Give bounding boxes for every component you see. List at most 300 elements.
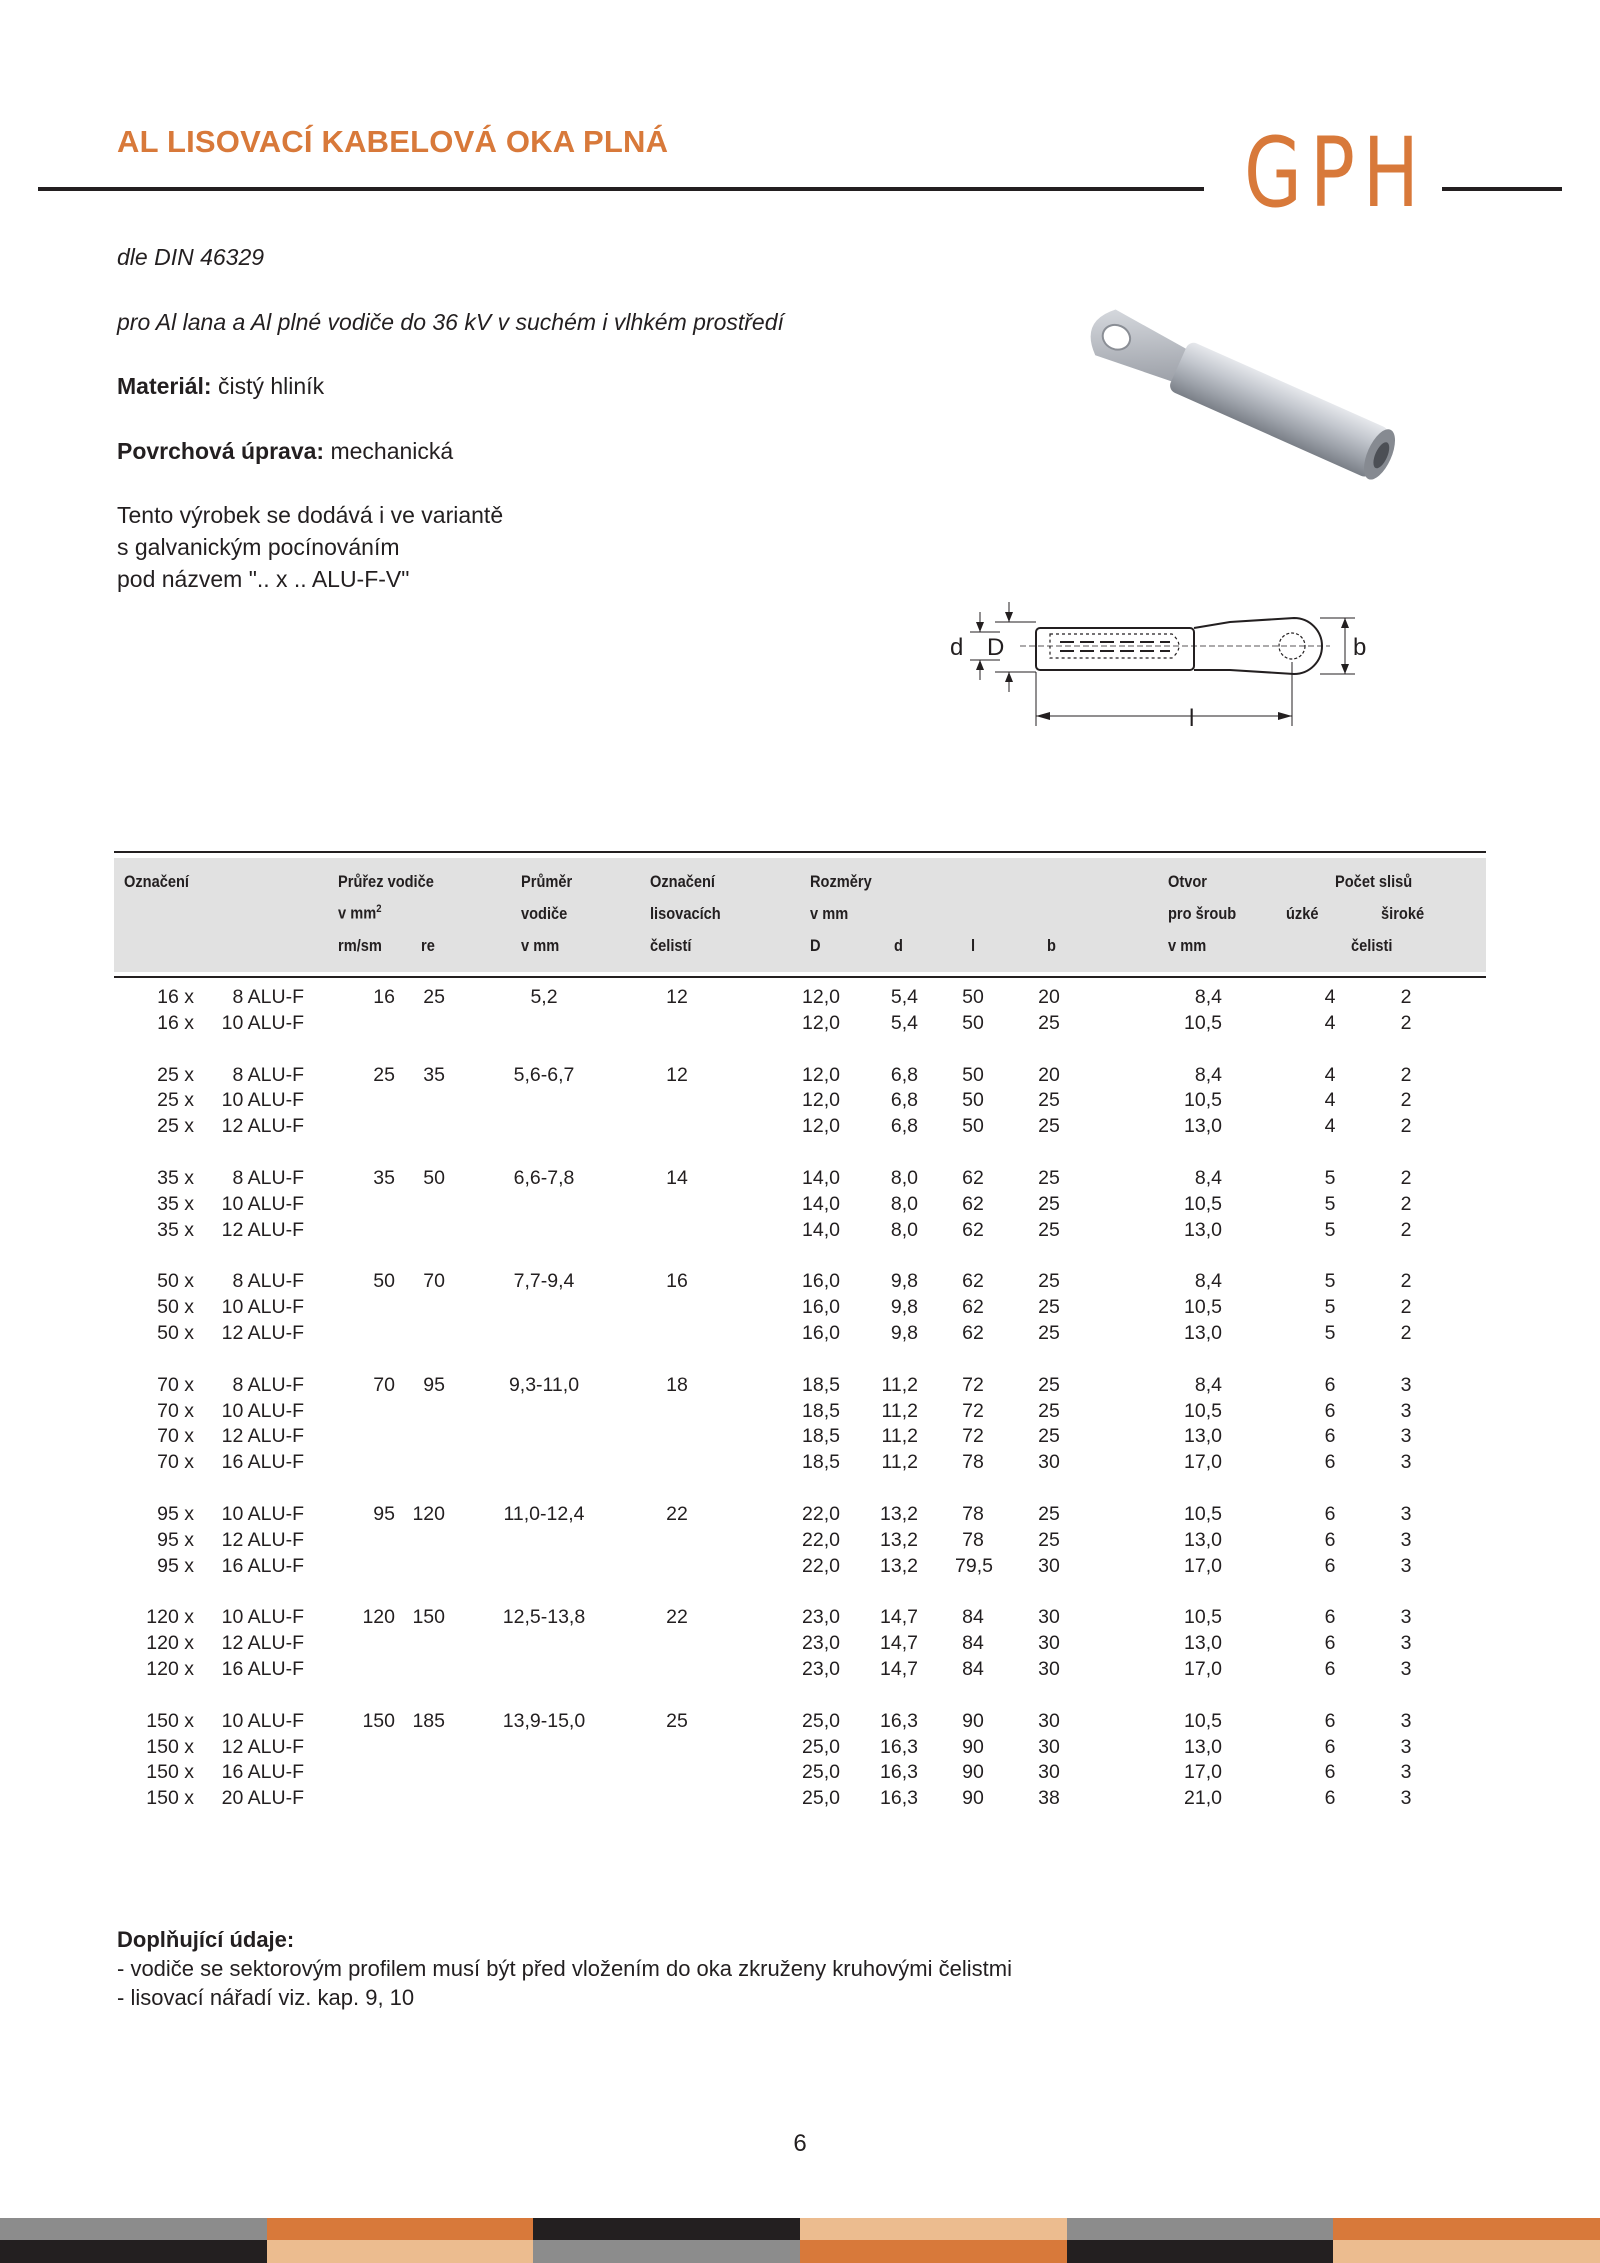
cell-l: 90 — [962, 1787, 984, 1810]
th-otvor-1: Otvor — [1168, 872, 1207, 891]
cell-bb: 20 — [1038, 986, 1060, 1008]
cell-a: 16 x — [157, 986, 194, 1008]
cell-l: 50 — [962, 986, 984, 1008]
cell-a: 95 x — [157, 1528, 194, 1551]
cell-d: 6,8 — [890, 1089, 918, 1112]
cell-D: 22,0 — [802, 1554, 840, 1577]
cell-bb: 25 — [1038, 1089, 1060, 1112]
th-oznaceni: Označení — [124, 872, 190, 891]
cell-otvor: 8,4 — [1194, 1373, 1222, 1396]
table-group — [0, 1063, 1600, 1140]
cell-otvor: 8,4 — [1194, 986, 1222, 1008]
cell-b: 10 ALU-F — [221, 1709, 304, 1732]
stripe-black — [1067, 2240, 1334, 2263]
th-lis-1: Označení — [650, 872, 716, 891]
cell-siroke: 2 — [1400, 1321, 1412, 1344]
cell-siroke: 2 — [1400, 1270, 1412, 1293]
cell-D: 25,0 — [802, 1709, 840, 1732]
stripe-row-bottom — [0, 2240, 1600, 2263]
cell-D: 25,0 — [802, 1787, 840, 1810]
th-D: D — [810, 936, 821, 955]
th-rozmery-2: v mm — [810, 904, 849, 923]
cell-siroke: 3 — [1400, 1787, 1412, 1810]
cell-siroke: 3 — [1400, 1761, 1412, 1784]
cell-uzke: 6 — [1324, 1761, 1336, 1784]
th-prumer-1: Průměr — [521, 872, 573, 891]
cell-b: 10 ALU-F — [221, 1089, 304, 1112]
cell-siroke: 2 — [1400, 1063, 1412, 1086]
cell-uzke: 6 — [1324, 1528, 1336, 1551]
table-row — [0, 1114, 1600, 1140]
cell-otvor: 13,0 — [1184, 1425, 1222, 1448]
diagram-label-D: D — [987, 634, 1005, 661]
cell-D: 22,0 — [802, 1502, 840, 1525]
th-pocet-1: Počet slisů — [1335, 872, 1413, 891]
cell-l: 50 — [962, 1089, 984, 1112]
cell-bb: 25 — [1038, 1502, 1060, 1525]
cell-l: 62 — [962, 1192, 984, 1215]
cell-uzke: 4 — [1324, 986, 1336, 1008]
table-row — [0, 1399, 1600, 1425]
cell-re: 95 — [423, 1373, 445, 1396]
cell-otvor: 8,4 — [1194, 1063, 1222, 1086]
cell-l: 90 — [962, 1761, 984, 1784]
variant-line-3: pod názvem ".. x .. ALU-F-V" — [117, 566, 410, 592]
cell-siroke: 3 — [1400, 1502, 1412, 1525]
cell-bb: 25 — [1038, 1373, 1060, 1396]
usage-text: pro Al lana a Al plné vodiče do 36 kV v suchém i vlhkém prostředí — [117, 309, 784, 335]
cell-D: 14,0 — [802, 1166, 840, 1189]
cell-a: 95 x — [157, 1502, 194, 1525]
cell-b: 20 ALU-F — [221, 1787, 304, 1810]
table-group — [0, 1373, 1600, 1476]
cell-bb: 25 — [1038, 1115, 1060, 1138]
header-rule-right — [1442, 187, 1562, 191]
cell-rmsm: 16 — [373, 986, 395, 1008]
cell-uzke: 6 — [1324, 1425, 1336, 1448]
cell-l: 84 — [962, 1632, 984, 1655]
stripe-orange — [800, 2240, 1067, 2263]
cell-d: 6,8 — [890, 1063, 918, 1086]
cell-prumer: 5,6-6,7 — [513, 1063, 575, 1086]
cell-prumer: 12,5-13,8 — [502, 1606, 586, 1629]
notes — [117, 1925, 1012, 2012]
cell-siroke: 2 — [1400, 1166, 1412, 1189]
cell-otvor: 13,0 — [1184, 1528, 1222, 1551]
cell-uzke: 5 — [1324, 1218, 1336, 1241]
table-header — [114, 858, 1486, 972]
cell-a: 120 x — [146, 1632, 194, 1655]
cell-b: 16 ALU-F — [221, 1761, 304, 1784]
cell-b: 8 ALU-F — [232, 1063, 304, 1086]
cell-otvor: 10,5 — [1184, 1399, 1222, 1422]
cell-a: 25 x — [157, 1089, 194, 1112]
table-row — [0, 1424, 1600, 1450]
cell-l: 50 — [962, 1063, 984, 1086]
cell-bb: 25 — [1038, 1166, 1060, 1189]
cell-siroke: 2 — [1400, 1296, 1412, 1319]
surface-label: Povrchová úprava: — [117, 438, 325, 464]
th-prurez-1: Průřez vodiče — [338, 872, 434, 891]
cell-b: 8 ALU-F — [232, 1373, 304, 1396]
table-row — [0, 1269, 1600, 1295]
table-group — [0, 1709, 1600, 1812]
variant-text — [117, 499, 503, 595]
cell-prumer: 6,6-7,8 — [513, 1166, 575, 1189]
cell-D: 12,0 — [802, 1089, 840, 1112]
cell-bb: 30 — [1038, 1606, 1060, 1629]
cell-a: 95 x — [157, 1554, 194, 1577]
cell-bb: 25 — [1038, 1192, 1060, 1215]
page-title: AL LISOVACÍ KABELOVÁ OKA PLNÁ — [117, 124, 669, 159]
cell-lis: 18 — [666, 1373, 688, 1396]
table-row — [0, 1373, 1600, 1399]
table-group — [0, 985, 1600, 1037]
table-row — [0, 1295, 1600, 1321]
cell-siroke: 2 — [1400, 986, 1412, 1008]
cell-otvor: 10,5 — [1184, 1502, 1222, 1525]
table-row — [0, 1657, 1600, 1683]
cell-bb: 20 — [1038, 1063, 1060, 1086]
cell-d: 8,0 — [890, 1218, 918, 1241]
cell-b: 12 ALU-F — [221, 1632, 304, 1655]
cell-d: 5,4 — [890, 986, 918, 1008]
cell-b: 12 ALU-F — [221, 1735, 304, 1758]
cell-uzke: 6 — [1324, 1502, 1336, 1525]
page-number: 6 — [793, 2130, 807, 2157]
cell-siroke: 2 — [1400, 1011, 1412, 1034]
cell-lis: 22 — [666, 1502, 688, 1525]
cell-bb: 25 — [1038, 1321, 1060, 1344]
cell-bb: 25 — [1038, 1296, 1060, 1319]
cell-otvor: 8,4 — [1194, 1270, 1222, 1293]
cell-D: 14,0 — [802, 1192, 840, 1215]
table-row — [0, 1218, 1600, 1244]
cell-l: 62 — [962, 1218, 984, 1241]
cell-d: 16,3 — [880, 1709, 918, 1732]
cell-lis: 14 — [666, 1166, 688, 1189]
cell-uzke: 6 — [1324, 1657, 1336, 1680]
cell-otvor: 13,0 — [1184, 1115, 1222, 1138]
cell-prumer: 13,9-15,0 — [502, 1709, 586, 1732]
cell-siroke: 2 — [1400, 1115, 1412, 1138]
cell-uzke: 4 — [1324, 1063, 1336, 1086]
cell-l: 62 — [962, 1321, 984, 1344]
cell-uzke: 5 — [1324, 1321, 1336, 1344]
cell-D: 18,5 — [802, 1399, 840, 1422]
th-prurez-sup: 2 — [376, 903, 382, 915]
cell-D: 23,0 — [802, 1606, 840, 1629]
cell-D: 14,0 — [802, 1218, 840, 1241]
cell-siroke: 3 — [1400, 1451, 1412, 1474]
cell-D: 25,0 — [802, 1735, 840, 1758]
cell-siroke: 3 — [1400, 1425, 1412, 1448]
cell-b: 12 ALU-F — [221, 1425, 304, 1448]
cell-a: 150 x — [146, 1709, 194, 1732]
stripe-black — [533, 2218, 800, 2240]
cell-d: 14,7 — [880, 1632, 918, 1655]
cell-d: 11,2 — [881, 1373, 918, 1396]
cell-D: 12,0 — [802, 1115, 840, 1138]
cell-a: 25 x — [157, 1063, 194, 1086]
cell-l: 90 — [962, 1735, 984, 1758]
cell-bb: 30 — [1038, 1735, 1060, 1758]
cell-re: 70 — [423, 1270, 445, 1293]
th-otvor-3: v mm — [1168, 936, 1207, 955]
cell-lis: 22 — [666, 1606, 688, 1629]
stripe-light-orange — [800, 2218, 1067, 2240]
material-label: Materiál: — [117, 373, 212, 399]
cell-bb: 25 — [1038, 1270, 1060, 1293]
cell-b: 12 ALU-F — [221, 1115, 304, 1138]
cell-otvor: 8,4 — [1194, 1166, 1222, 1189]
cell-siroke: 2 — [1400, 1089, 1412, 1112]
cell-re: 150 — [412, 1606, 445, 1629]
cell-a: 50 x — [157, 1270, 194, 1293]
cell-a: 70 x — [157, 1399, 194, 1422]
table-row — [0, 1760, 1600, 1786]
th-prumer-2: vodiče — [521, 904, 568, 923]
cell-b: 8 ALU-F — [232, 1166, 304, 1189]
cell-uzke: 6 — [1324, 1554, 1336, 1577]
table-group — [0, 1502, 1600, 1579]
cell-bb: 25 — [1038, 1011, 1060, 1034]
table-group — [0, 1269, 1600, 1346]
notes-line-2: - lisovací nářadí viz. kap. 9, 10 — [117, 1985, 415, 2010]
cell-otvor: 10,5 — [1184, 1709, 1222, 1732]
cell-d: 9,8 — [890, 1270, 918, 1293]
cell-d: 8,0 — [890, 1166, 918, 1189]
cell-d: 14,7 — [880, 1657, 918, 1680]
cell-D: 12,0 — [802, 986, 840, 1008]
cell-l: 62 — [962, 1270, 984, 1293]
cell-otvor: 17,0 — [1184, 1657, 1222, 1680]
cell-re: 185 — [412, 1709, 445, 1732]
cell-rmsm: 25 — [373, 1063, 395, 1086]
variant-line-2: s galvanickým pocínováním — [117, 534, 400, 560]
th-celisti: čelisti — [1351, 936, 1393, 955]
cell-siroke: 3 — [1400, 1373, 1412, 1396]
cell-D: 18,5 — [802, 1425, 840, 1448]
cell-siroke: 3 — [1400, 1657, 1412, 1680]
header-rule-left — [38, 187, 1204, 191]
cell-b: 12 ALU-F — [221, 1321, 304, 1344]
cell-l: 62 — [962, 1166, 984, 1189]
cell-bb: 30 — [1038, 1451, 1060, 1474]
cell-prumer: 5,2 — [530, 986, 558, 1008]
cell-bb: 30 — [1038, 1761, 1060, 1784]
cell-l: 72 — [962, 1399, 984, 1422]
stripe-orange — [267, 2218, 534, 2240]
table-row — [0, 1528, 1600, 1554]
cell-siroke: 3 — [1400, 1709, 1412, 1732]
cell-uzke: 6 — [1324, 1735, 1336, 1758]
cell-uzke: 6 — [1324, 1373, 1336, 1396]
cell-re: 50 — [423, 1166, 445, 1189]
cell-lis: 25 — [666, 1709, 688, 1732]
cell-uzke: 5 — [1324, 1270, 1336, 1293]
cell-D: 16,0 — [802, 1296, 840, 1319]
cell-l: 78 — [962, 1451, 984, 1474]
cell-bb: 30 — [1038, 1657, 1060, 1680]
table-row — [0, 1088, 1600, 1114]
cell-lis: 16 — [666, 1270, 688, 1293]
table-row — [0, 1450, 1600, 1476]
cell-d: 16,3 — [880, 1787, 918, 1810]
th-prurez-2 — [338, 903, 381, 924]
cell-otvor: 10,5 — [1184, 1089, 1222, 1112]
cell-d: 9,8 — [890, 1296, 918, 1319]
cell-siroke: 2 — [1400, 1192, 1412, 1215]
table-row — [0, 1321, 1600, 1347]
cell-lis: 12 — [666, 986, 688, 1008]
th-rmsm: rm/sm — [338, 936, 382, 955]
table-row — [0, 1605, 1600, 1631]
table-group — [0, 1605, 1600, 1682]
cell-uzke: 6 — [1324, 1709, 1336, 1732]
cell-prumer: 9,3-11,0 — [508, 1373, 580, 1396]
cell-prumer: 11,0-12,4 — [503, 1502, 585, 1525]
stripe-black — [0, 2240, 267, 2263]
table-row — [0, 1735, 1600, 1761]
stripe-row-top — [0, 2218, 1600, 2240]
cell-a: 70 x — [157, 1451, 194, 1474]
stripe-gray — [1067, 2218, 1334, 2240]
cell-rmsm: 35 — [373, 1166, 395, 1189]
cell-b: 10 ALU-F — [221, 1296, 304, 1319]
table-row — [0, 1011, 1600, 1037]
cell-siroke: 3 — [1400, 1554, 1412, 1577]
cell-siroke: 3 — [1400, 1735, 1412, 1758]
cell-a: 50 x — [157, 1296, 194, 1319]
cell-l: 50 — [962, 1011, 984, 1034]
cell-otvor: 10,5 — [1184, 1606, 1222, 1629]
cell-D: 18,5 — [802, 1373, 840, 1396]
table-body — [0, 985, 1600, 1838]
notes-line-1: - vodiče se sektorovým profilem musí být před vložením do oka zkruženy kruhovými čelistmi — [117, 1956, 1012, 1981]
cell-d: 11,2 — [881, 1425, 918, 1448]
cell-l: 62 — [962, 1296, 984, 1319]
notes-heading: Doplňující údaje: — [117, 1927, 295, 1952]
cell-d: 8,0 — [890, 1192, 918, 1215]
stripe-orange — [1333, 2218, 1600, 2240]
cell-bb: 30 — [1038, 1554, 1060, 1577]
th-uzke: úzké — [1286, 904, 1319, 923]
cell-d: 11,2 — [881, 1451, 918, 1474]
cell-l: 84 — [962, 1657, 984, 1680]
table-row — [0, 1554, 1600, 1580]
cell-rmsm: 120 — [362, 1606, 395, 1629]
cell-l: 84 — [962, 1606, 984, 1629]
cell-otvor: 10,5 — [1184, 1192, 1222, 1215]
stripe-gray — [0, 2218, 267, 2240]
standard-text: dle DIN 46329 — [117, 244, 265, 270]
cell-d: 14,7 — [880, 1606, 918, 1629]
cell-d: 16,3 — [880, 1761, 918, 1784]
cell-uzke: 4 — [1324, 1089, 1336, 1112]
material-value: čistý hliník — [217, 373, 325, 399]
cell-re: 35 — [423, 1063, 445, 1086]
surface-value: mechanická — [330, 438, 454, 464]
cell-D: 16,0 — [802, 1321, 840, 1344]
cell-bb: 30 — [1038, 1632, 1060, 1655]
table-row — [0, 1709, 1600, 1735]
cell-uzke: 6 — [1324, 1451, 1336, 1474]
stripe-light-orange — [267, 2240, 534, 2263]
cell-l: 78 — [962, 1502, 984, 1525]
th-re: re — [421, 936, 435, 955]
th-siroke: široké — [1381, 904, 1425, 923]
cell-D: 23,0 — [802, 1657, 840, 1680]
th-l: l — [971, 936, 976, 955]
cell-otvor: 10,5 — [1184, 1296, 1222, 1319]
cell-otvor: 13,0 — [1184, 1735, 1222, 1758]
cell-d: 6,8 — [890, 1115, 918, 1138]
cell-uzke: 6 — [1324, 1399, 1336, 1422]
cell-a: 50 x — [157, 1321, 194, 1344]
cell-bb: 25 — [1038, 1425, 1060, 1448]
cell-l: 50 — [962, 1115, 984, 1138]
th-lis-2: lisovacích — [650, 904, 721, 923]
cell-a: 35 x — [157, 1218, 194, 1241]
cell-a: 150 x — [146, 1761, 194, 1784]
cell-l: 72 — [962, 1373, 984, 1396]
cell-rmsm: 50 — [373, 1270, 395, 1293]
material-line — [117, 370, 324, 402]
cell-a: 70 x — [157, 1373, 194, 1396]
cell-siroke: 2 — [1400, 1218, 1412, 1241]
cell-otvor: 17,0 — [1184, 1761, 1222, 1784]
cell-a: 16 x — [157, 1011, 194, 1034]
cell-bb: 25 — [1038, 1218, 1060, 1241]
stripe-gray — [533, 2240, 800, 2263]
cell-D: 12,0 — [802, 1011, 840, 1034]
cell-rmsm: 95 — [373, 1502, 395, 1525]
cell-uzke: 5 — [1324, 1166, 1336, 1189]
cell-a: 120 x — [146, 1606, 194, 1629]
variant-line-1: Tento výrobek se dodává i ve variantě — [117, 502, 504, 528]
cell-d: 13,2 — [880, 1502, 918, 1525]
table-row — [0, 985, 1600, 1011]
cell-b: 10 ALU-F — [221, 1192, 304, 1215]
cell-D: 25,0 — [802, 1761, 840, 1784]
cell-b: 8 ALU-F — [232, 986, 304, 1008]
diagram-label-d: d — [950, 634, 964, 661]
cell-siroke: 3 — [1400, 1632, 1412, 1655]
cell-re: 25 — [423, 986, 445, 1008]
cell-l: 79,5 — [955, 1554, 993, 1577]
cell-uzke: 6 — [1324, 1787, 1336, 1810]
cell-a: 150 x — [146, 1787, 194, 1810]
cell-otvor: 13,0 — [1184, 1321, 1222, 1344]
cell-rmsm: 70 — [373, 1373, 395, 1396]
th-lis-3: čelistí — [650, 936, 692, 955]
cell-otvor: 13,0 — [1184, 1632, 1222, 1655]
cell-otvor: 21,0 — [1184, 1787, 1222, 1810]
cell-b: 12 ALU-F — [221, 1528, 304, 1551]
th-rozmery-1: Rozměry — [810, 872, 872, 891]
table-row — [0, 1631, 1600, 1657]
cell-b: 10 ALU-F — [221, 1502, 304, 1525]
cell-otvor: 17,0 — [1184, 1554, 1222, 1577]
brand-logo: GPH — [1244, 117, 1427, 229]
cell-a: 35 x — [157, 1166, 194, 1189]
cell-otvor: 13,0 — [1184, 1218, 1222, 1241]
footer-stripes — [0, 2218, 1600, 2263]
cell-a: 25 x — [157, 1115, 194, 1138]
cell-uzke: 6 — [1324, 1632, 1336, 1655]
cell-D: 23,0 — [802, 1632, 840, 1655]
